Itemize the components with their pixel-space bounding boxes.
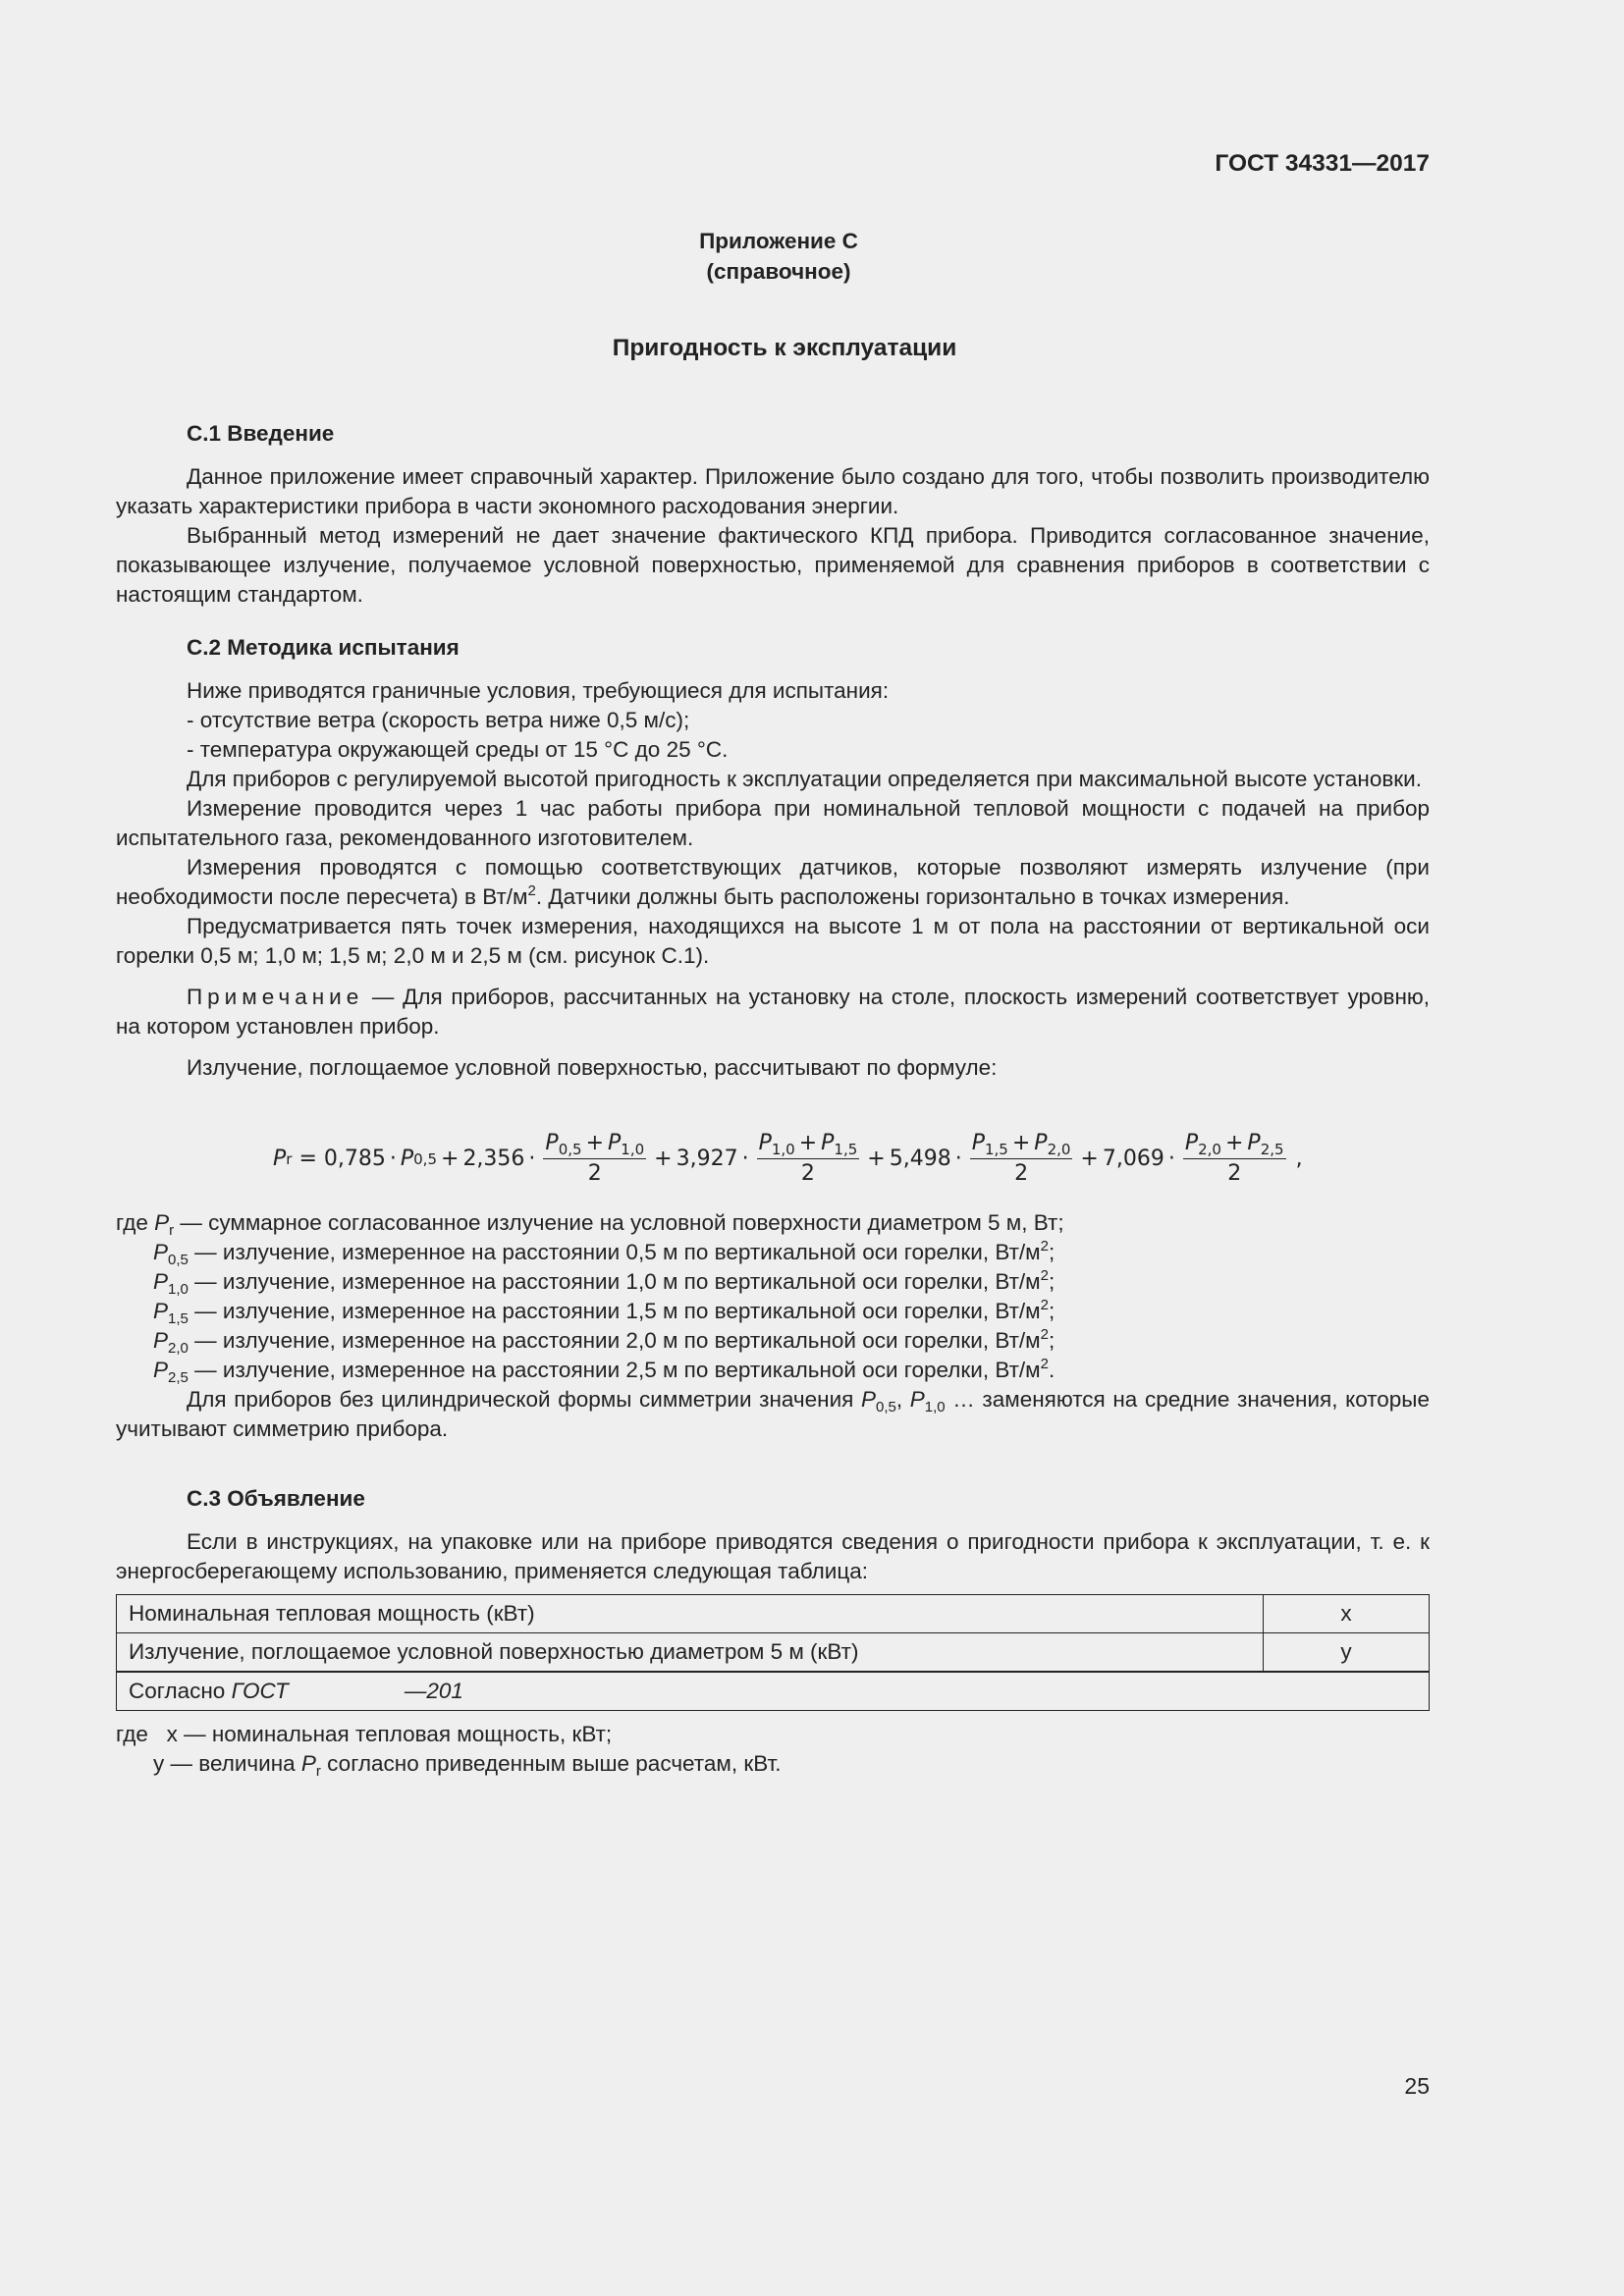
subscript: 0,5 xyxy=(558,1141,582,1158)
page-number: 25 xyxy=(1404,2073,1430,2099)
table-cell-label: Излучение, поглощаемое условной поверхностью диаметром 5 м (кВт) xyxy=(117,1633,1264,1673)
symbol: P xyxy=(153,1240,169,1264)
fraction xyxy=(757,1129,860,1189)
symbol: P xyxy=(400,1146,414,1171)
table-legend xyxy=(116,1720,1430,1779)
table-row xyxy=(117,1595,1430,1633)
symbol: P xyxy=(860,1387,876,1412)
subscript: 1,0 xyxy=(771,1141,795,1158)
text-run: — излучение, измеренное на расстоянии 0,5 м по вертикальной оси горелки, Вт/м xyxy=(188,1240,1041,1264)
subscript: 2,0 xyxy=(168,1340,189,1357)
symbol: P xyxy=(153,1269,169,1294)
definitions-list xyxy=(116,1208,1430,1444)
superscript: 2 xyxy=(527,882,536,899)
symbol: P xyxy=(608,1131,622,1155)
text-run: ; xyxy=(1048,1269,1056,1294)
text-run: — суммарное согласованное излучение на условной поверхности диаметром 5 м, Вт; xyxy=(174,1210,1064,1235)
definition xyxy=(116,1326,1430,1356)
subscript: 2,5 xyxy=(168,1369,189,1386)
superscript: 2 xyxy=(1040,1238,1049,1255)
appendix-type: (справочное) xyxy=(706,259,851,284)
text-run: ; xyxy=(1048,1299,1056,1323)
paragraph: Ниже приводятся граничные условия, требующиеся для испытания: xyxy=(187,678,890,703)
paragraph: Выбранный метод измерений не дает значение фактического КПД прибора. Приводится согласованное значение, показывающее излучение, получаемое условной поверхностью, применяемой для сравнения приборов в соответствии с настоящим стандартом. xyxy=(116,523,1430,607)
table-cell-value: х xyxy=(1264,1595,1430,1633)
operator: · xyxy=(741,1146,749,1171)
operator: + xyxy=(867,1146,886,1171)
formula: P r = 0,785 · P 0,5 + 2,356 · $\frac{P_{0,5} + P_{1,0}}{2}$ + 3,927 · $\frac{P_{1,0} + P_{1,5}}{2}$ + 5,498 · $\frac{P_{1,5} + P_{2,0}}{2}$ + 7,069 · $\frac{P_{2,0} + P_{2,5}}{2}$ , xyxy=(273,1129,1303,1189)
text-run: у — величина xyxy=(153,1751,301,1776)
subscript: 1,5 xyxy=(984,1141,1008,1158)
subscript: 2,0 xyxy=(1047,1141,1071,1158)
paragraph xyxy=(116,1385,1430,1444)
symbol: P xyxy=(153,1358,169,1382)
paragraph: Излучение, поглощаемое условной поверхностью, рассчитывают по формуле: xyxy=(187,1055,998,1080)
superscript: 2 xyxy=(1040,1297,1049,1313)
table-row xyxy=(117,1672,1430,1711)
text-run: согласно приведенным выше расчетам, кВт. xyxy=(320,1751,782,1776)
subscript: 1,0 xyxy=(621,1141,645,1158)
text-run: ГОСТ xyxy=(231,1679,289,1703)
numerator xyxy=(970,1129,1073,1159)
symbol: P xyxy=(153,1328,169,1353)
operator: · xyxy=(1167,1146,1175,1171)
text-run: —201 xyxy=(404,1679,463,1703)
operator: = xyxy=(292,1146,324,1171)
text-run: ; xyxy=(1048,1328,1056,1353)
definition xyxy=(116,1267,1430,1297)
section-heading: С.2 Методика испытания xyxy=(187,635,460,660)
definition xyxy=(116,1238,1430,1267)
symbol: P xyxy=(1034,1131,1048,1155)
text-run: — излучение, измеренное на расстоянии 2,5 м по вертикальной оси горелки, Вт/м xyxy=(188,1358,1041,1382)
subscript: 0,5 xyxy=(876,1399,896,1415)
text-run: … заменяются на средние значения, которые учитывают симметрию прибора. xyxy=(116,1387,1430,1441)
operator: + xyxy=(1011,1131,1031,1155)
symbol: P xyxy=(821,1131,835,1155)
table-cell-value: y xyxy=(1264,1633,1430,1673)
standard-number: ГОСТ 34331—2017 xyxy=(1215,150,1430,177)
text-run: Измерения проводятся с помощью соответствующих датчиков, которые позволяют измерять излучение (при необходимости после пересчета) в Вт/м xyxy=(116,855,1430,909)
operator: · xyxy=(528,1146,536,1171)
definition xyxy=(116,1356,1430,1385)
coefficient: 3,927 xyxy=(676,1146,738,1171)
table-cell-label: Номинальная тепловая мощность (кВт) xyxy=(117,1595,1264,1633)
section-c1 xyxy=(116,419,1430,610)
appendix-label: Приложение С xyxy=(699,229,858,253)
symbol: P xyxy=(154,1210,170,1235)
subscript: 2,0 xyxy=(1198,1141,1221,1158)
denominator: 2 xyxy=(587,1161,602,1186)
numerator xyxy=(1183,1129,1286,1159)
denominator: 2 xyxy=(1227,1161,1242,1186)
text-run: — излучение, измеренное на расстоянии 2,0 м по вертикальной оси горелки, Вт/м xyxy=(188,1328,1041,1353)
list-item: - температура окружающей среды от 15 °С до 25 °С. xyxy=(187,737,729,762)
text-run: ; xyxy=(1048,1240,1056,1264)
fraction xyxy=(970,1129,1073,1189)
note-label: Примечание xyxy=(187,985,364,1009)
subscript: 2,5 xyxy=(1260,1141,1284,1158)
subscript: 0,5 xyxy=(168,1252,189,1268)
subscript: 1,5 xyxy=(168,1310,189,1327)
text-run: — излучение, измеренное на расстоянии 1,5 м по вертикальной оси горелки, Вт/м xyxy=(188,1299,1041,1323)
section-c2 xyxy=(116,633,1430,1083)
text-run: где xyxy=(116,1210,155,1235)
table-row xyxy=(117,1633,1430,1673)
definition xyxy=(116,1208,1430,1238)
definition xyxy=(116,1297,1430,1326)
list-item: - отсутствие ветра (скорость ветра ниже 0,5 м/с); xyxy=(187,708,690,732)
symbol: P xyxy=(758,1131,772,1155)
operator: + xyxy=(1224,1131,1244,1155)
subscript: 1,0 xyxy=(924,1399,946,1415)
text-run: — излучение, измеренное на расстоянии 1,0 м по вертикальной оси горелки, Вт/м xyxy=(188,1269,1041,1294)
symbol: P xyxy=(971,1131,985,1155)
legend-line xyxy=(116,1749,1430,1779)
symbol: P xyxy=(153,1299,169,1323)
text-run: Для приборов без цилиндрической формы симметрии значения xyxy=(187,1387,861,1412)
symbol: P xyxy=(1184,1131,1199,1155)
paragraph: Для приборов с регулируемой высотой пригодность к эксплуатации определяется при максимальной высоте установки. xyxy=(187,767,1422,791)
operator: + xyxy=(798,1131,818,1155)
page-title: Пригодность к эксплуатации xyxy=(612,335,957,361)
numerator xyxy=(543,1129,646,1159)
symbol: P xyxy=(909,1387,925,1412)
superscript: 2 xyxy=(1040,1267,1049,1284)
text-run: . xyxy=(1048,1358,1056,1382)
operator: + xyxy=(1080,1146,1099,1171)
formula-end: , xyxy=(1295,1146,1303,1171)
text-run: Согласно xyxy=(129,1679,232,1703)
note-text: — Для приборов, рассчитанных на установку на столе, плоскость измерений соответствует уровню, на котором установлен прибор. xyxy=(116,985,1430,1039)
numerator xyxy=(757,1129,860,1159)
section-c3 xyxy=(116,1484,1430,1586)
coefficient: 0,785 xyxy=(323,1146,386,1171)
subscript: r xyxy=(169,1222,175,1239)
section-heading: С.3 Объявление xyxy=(187,1486,365,1511)
coefficient: 5,498 xyxy=(889,1146,951,1171)
legend-line: где х — номинальная тепловая мощность, кВт; xyxy=(116,1722,613,1746)
superscript: 2 xyxy=(1040,1356,1049,1372)
subscript: 1,0 xyxy=(168,1281,189,1298)
symbol: P xyxy=(1247,1131,1261,1155)
paragraph: Если в инструкциях, на упаковке или на приборе приводятся сведения о пригодности прибора к эксплуатации, т. е. к энергосберегающему использованию, применяется следующая таблица: xyxy=(116,1529,1430,1583)
operator: · xyxy=(389,1146,397,1171)
table-cell-gost xyxy=(117,1672,1430,1711)
note xyxy=(116,983,1430,1041)
fraction xyxy=(1183,1129,1286,1189)
paragraph xyxy=(116,853,1430,912)
operator: + xyxy=(585,1131,604,1155)
denominator: 2 xyxy=(800,1161,815,1186)
symbol: P xyxy=(273,1146,287,1171)
operator: · xyxy=(954,1146,962,1171)
superscript: 2 xyxy=(1040,1326,1049,1343)
coefficient: 2,356 xyxy=(462,1146,525,1171)
fraction xyxy=(543,1129,646,1189)
symbol: P xyxy=(300,1751,316,1776)
section-heading: С.1 Введение xyxy=(187,421,335,446)
symbol: P xyxy=(545,1131,559,1155)
paragraph: Измерение проводится через 1 час работы прибора при номинальной тепловой мощности с подачей на прибор испытательного газа, рекомендованного изготовителем. xyxy=(116,796,1430,850)
subscript: 1,5 xyxy=(834,1141,858,1158)
denominator: 2 xyxy=(1014,1161,1029,1186)
operator: + xyxy=(441,1146,460,1171)
paragraph: Данное приложение имеет справочный характер. Приложение было создано для того, чтобы позволить производителю указать характеристики прибора в части экономного расходования энергии. xyxy=(116,464,1430,518)
paragraph: Предусматривается пять точек измерения, находящихся на высоте 1 м от пола на расстоянии от вертикальной оси горелки 0,5 м; 1,0 м; 1,5 м; 2,0 м и 2,5 м (см. рисунок С.1). xyxy=(116,914,1430,968)
text-run: , xyxy=(895,1387,910,1412)
text-run: . Датчики должны быть расположены горизонтально в точках измерения. xyxy=(535,884,1290,909)
appendix-header xyxy=(116,226,1430,287)
operator: + xyxy=(654,1146,673,1171)
subscript: r xyxy=(315,1763,321,1780)
declaration-table xyxy=(116,1594,1430,1711)
coefficient: 7,069 xyxy=(1102,1146,1164,1171)
